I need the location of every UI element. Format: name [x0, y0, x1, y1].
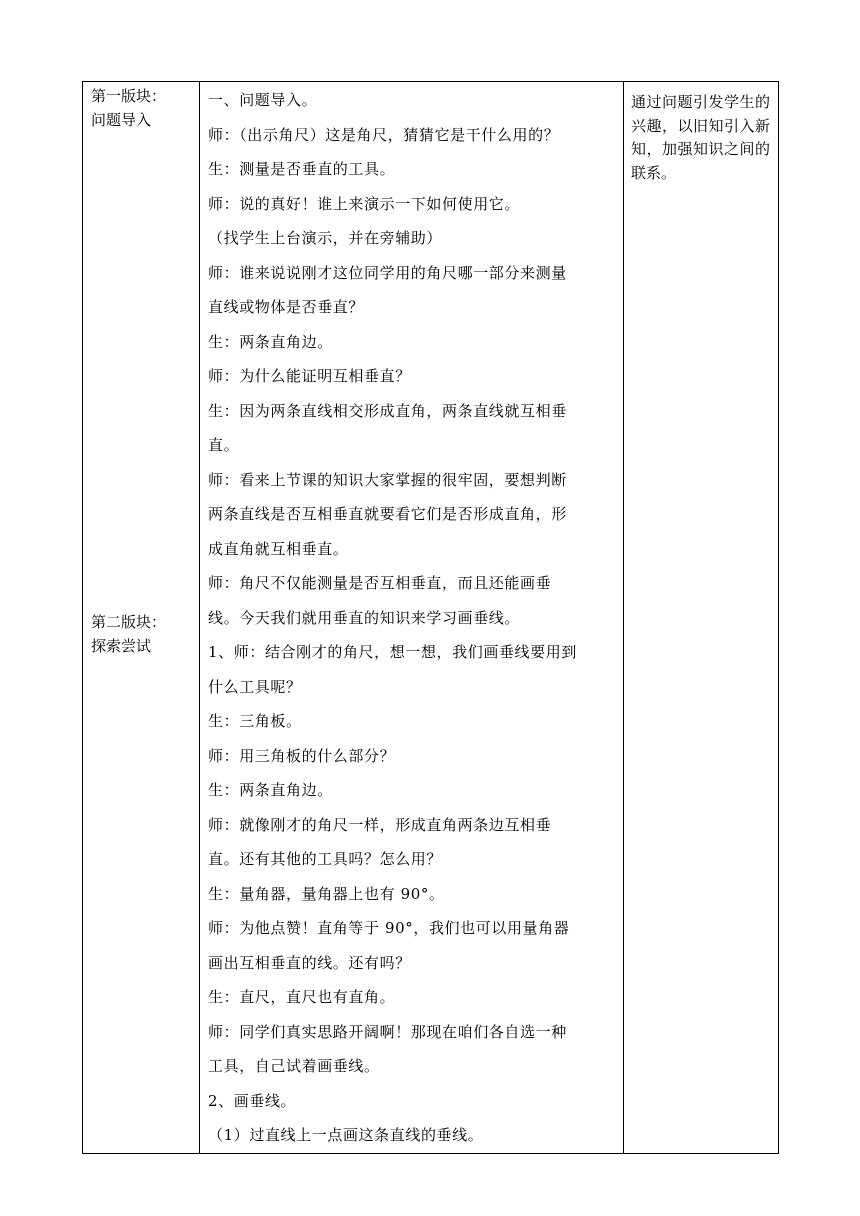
lesson-plan-table [82, 81, 779, 1154]
section-label-2 [91, 610, 166, 658]
content-line: 一、问题导入。 [208, 91, 318, 109]
content-line: 1、师：结合刚才的角尺，想一想，我们画垂线要用到 [208, 643, 577, 661]
content-line: 师：为什么能证明互相垂直？ [208, 367, 411, 385]
content-line: 成直角就互相垂直。 [208, 539, 349, 558]
content-line: 生：两条直角边。 [208, 781, 333, 799]
content-line: 师：（出示角尺）这是角尺，猜猜它是干什么用的？ [208, 125, 560, 144]
content-line: 师：用三角板的什么部分？ [208, 746, 396, 765]
content-line: 师：就像刚才的角尺一样，形成直角两条边互相垂 [208, 815, 552, 834]
content-line: 师：为他点赞！直角等于 90°，我们也可以用量角器 [208, 919, 570, 937]
table-row [83, 82, 779, 1154]
content-line: 师：说的真好！谁上来演示一下如何使用它。 [208, 194, 521, 213]
content-line: 师：看来上节课的知识大家掌握的很牢固，要想判断 [208, 470, 567, 489]
content-line: 生：量角器，量角器上也有 90°。 [208, 884, 445, 903]
content-line: （1）过直线上一点画这条直线的垂线。 [208, 1126, 484, 1144]
content-line: 画出互相垂直的线。还有吗？ [208, 953, 411, 972]
section-label-line: 问题导入 [91, 111, 152, 129]
content-line: （找学生上台演示，并在旁辅助） [208, 229, 443, 247]
section-column [83, 82, 200, 1154]
design-intent-column [624, 82, 779, 1154]
content-line: 生：三角板。 [208, 712, 302, 730]
content-line: 两条直线是否互相垂直就要看它们是否形成直角，形 [208, 505, 567, 523]
content-line: 2、画垂线。 [208, 1091, 297, 1110]
content-line: 什么工具呢？ [208, 677, 302, 696]
content-line: 直。 [208, 436, 240, 454]
content-line: 生：测量是否垂直的工具。 [208, 160, 396, 178]
content-line: 生：两条直角边。 [208, 332, 333, 351]
section-label-1 [91, 84, 166, 132]
content-line: 线。今天我们就用垂直的知识来学习画垂线。 [208, 608, 521, 627]
section-label-line: 第二版块： [91, 613, 167, 631]
content-line: 直。还有其他的工具吗？怎么用？ [208, 850, 443, 868]
content-line: 师：角尺不仅能测量是否互相垂直，而且还能画垂 [208, 574, 552, 592]
content-line: 师：同学们真实思路开阔啊！那现在咱们各自选一种 [208, 1022, 567, 1041]
content-lines [200, 82, 623, 1153]
content-line: 生：因为两条直线相交形成直角，两条直线就互相垂 [208, 401, 567, 420]
content-line: 生：直尺，直尺也有直角。 [208, 988, 396, 1006]
section-label-line: 第一版块： [91, 87, 167, 105]
design-note: 通过问题引发学生的兴趣，以旧知引入新知，加强知识之间的联系。 [631, 93, 770, 182]
section-label-line: 探索尝试 [91, 637, 152, 655]
content-line: 直线或物体是否垂直？ [208, 298, 365, 316]
content-line: 师：谁来说说刚才这位同学用的角尺哪一部分来测量 [208, 263, 567, 282]
content-column [200, 82, 624, 1154]
content-line: 工具，自己试着画垂线。 [208, 1057, 380, 1075]
